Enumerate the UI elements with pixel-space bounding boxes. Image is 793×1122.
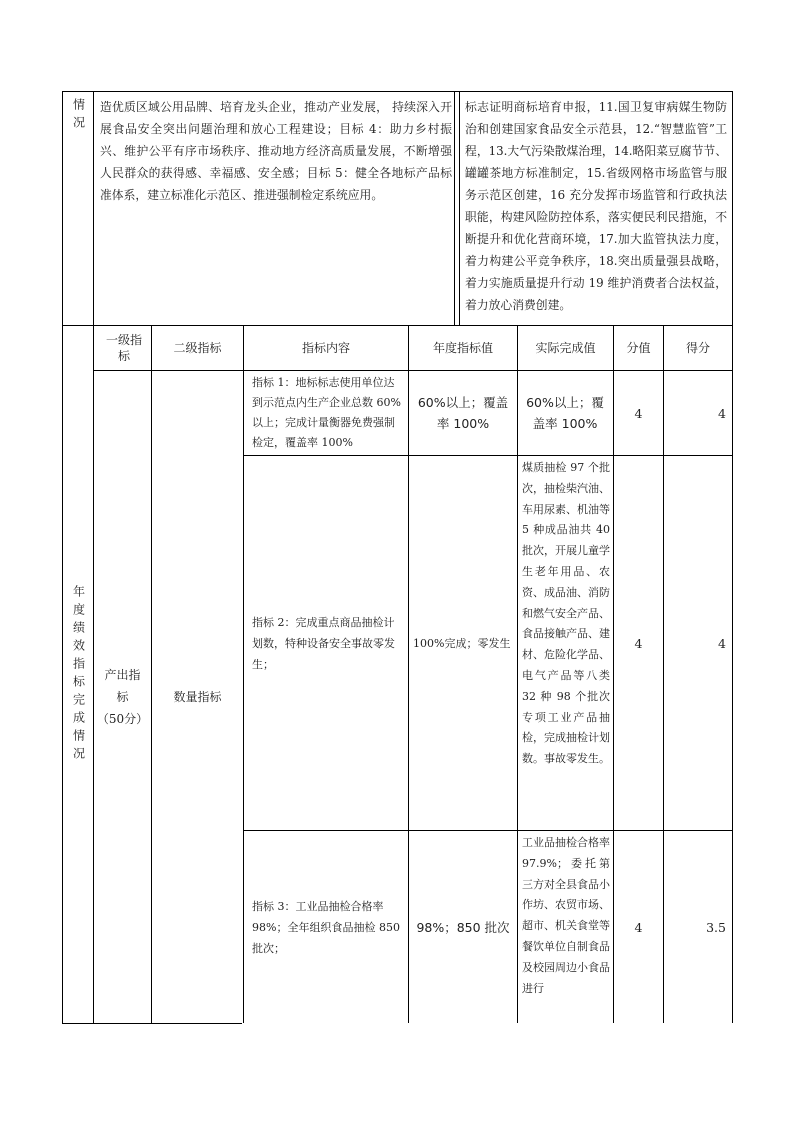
row2-target: 100%完成；零发生	[413, 636, 511, 650]
rule-col-content	[408, 325, 409, 1023]
rule-col-level2	[243, 325, 244, 1023]
rule-top-split-b	[459, 91, 460, 325]
situation-left-text: 造优质区域公用品牌、培育龙头企业，推动产业发展， 持续深入开展食品安全突出问题治理和放心工程建设；目标 4：助力乡村振兴、维护公平有序市场秩序、推动地方经济高质量发展，不断增强人民群众的获得感、幸福感、安全感；目标 5：健全各地标产品标准体系，建立标准化示范区、推进强制检定系统应用。	[100, 100, 452, 202]
rule-right	[732, 91, 733, 1023]
header-score-value: 分值	[626, 341, 651, 355]
rule-top	[62, 91, 733, 92]
row2-value: 4	[634, 635, 643, 651]
row2-actual: 煤质抽检 97 个批次，抽检柴汽油、车用尿素、机油等 5 种成品油共 40 批次，开展儿童学生老年用品、农资、成品油、消防和燃气安全产品、食品接触产品、建材、危险化学品、电气产品等八类 32 种 98 个批次专项工业产品抽检，完成抽检计划数。事故零发生。	[522, 461, 610, 766]
row2-content: 指标 2：完成重点商品抽检计划数，特种设备安全事故零发生；	[252, 615, 395, 671]
level1-name: 产出指标	[104, 668, 141, 704]
level1-points: （50分）	[96, 712, 149, 726]
section-label: 年度绩效指标完成情况	[71, 584, 86, 765]
header-actual: 实际完成值	[535, 341, 596, 355]
rule-top-split-a	[454, 91, 455, 325]
row3-content: 指标 3：工业品抽检合格率 98%；全年组织食品抽检 850 批次；	[252, 899, 400, 955]
row1-actual: 60%以上；覆盖率 100%	[526, 395, 604, 431]
row1-target: 60%以上；覆盖率 100%	[417, 395, 509, 431]
row1-score: 4	[718, 405, 726, 421]
row1-content: 指标 1：地标标志使用单位达到示范点内生产企业总数 60%以上；完成计量衡器免费强制检定，覆盖率 100%	[252, 376, 401, 449]
situation-label: 情况	[71, 98, 86, 134]
row3-target: 98%；850 批次	[416, 919, 510, 935]
situation-right-text: 标志证明商标培育申报，11.国卫复审病媒生物防治和创建国家食品安全示范县，12.“智慧监管”工程，13.大气污染散煤治理，14.略阳菜豆腐节节、罐罐茶地方标准制定，15.省级网格市场监管与服务示范区创建，16 充分发挥市场监管和行政执法职能，构建风险防控体系，落实便民利民措施，不断提升和优化营商环境，17.加大监管执法力度，着力构建公平竞争秩序，18.突出质量强县战略，着力实施质量提升行动 19 维护消费者合法权益，着力放心消费创建。	[465, 100, 727, 312]
header-level2: 二级指标	[173, 341, 222, 355]
header-target: 年度指标值	[432, 341, 493, 355]
rule-bottom	[62, 1023, 242, 1024]
row3-actual: 工业品抽检合格率 97.9%；委托第三方对全县食品小作坊、农贸市场、超市、机关食堂等餐饮单位自制食品及校园周边小食品进行	[522, 836, 610, 995]
level2-label: 数量指标	[173, 689, 222, 704]
header-content: 指标内容	[301, 341, 350, 355]
header-score: 得分	[685, 341, 710, 355]
rule-col-target	[517, 325, 518, 1023]
row1-value: 4	[634, 405, 643, 421]
row3-value: 4	[634, 919, 643, 935]
level1-label	[94, 371, 151, 1023]
row3-score: 3.5	[706, 919, 726, 935]
row2-score: 4	[718, 635, 726, 651]
header-level1: 一级指标	[105, 333, 142, 363]
